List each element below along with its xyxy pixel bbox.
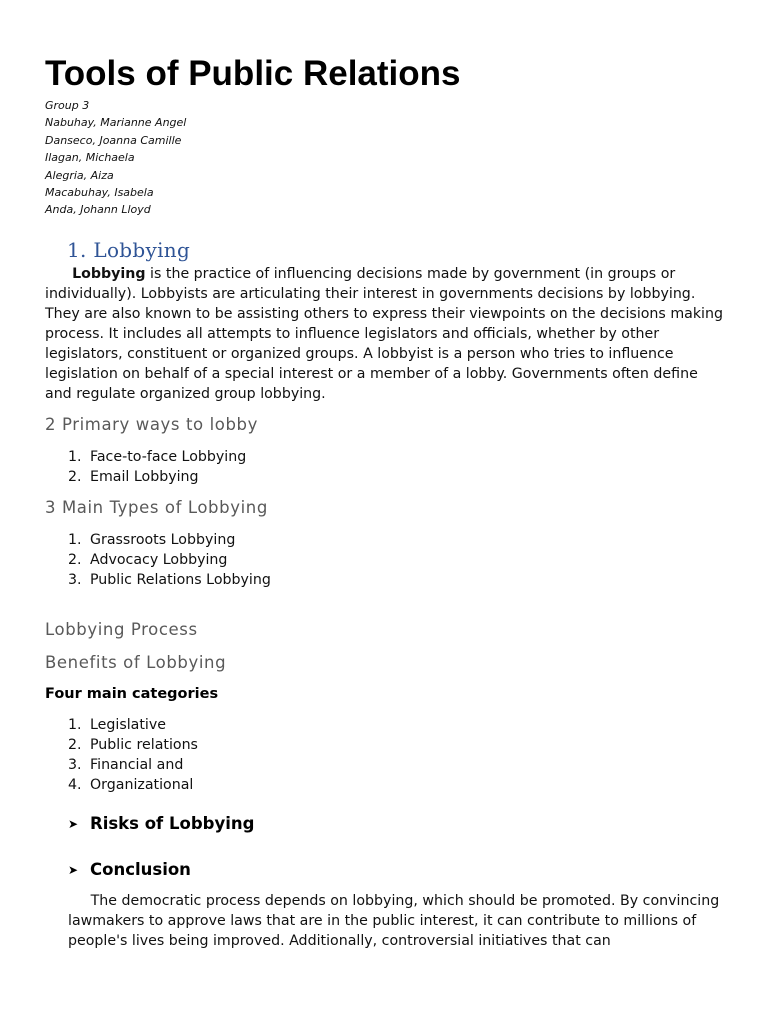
list-text: Organizational (90, 777, 194, 793)
conclusion-heading-text: Conclusion (90, 860, 191, 879)
author-name: Macabuhay, Isabela (45, 186, 154, 200)
list-item (68, 467, 246, 487)
primary-ways-list (68, 447, 246, 487)
benefits-list (68, 715, 198, 795)
author-name: Danseco, Joanna Camille (45, 133, 182, 147)
section-heading-lobbying (67, 236, 190, 264)
primary-ways-heading: 2 Primary ways to lobby (45, 415, 258, 434)
conclusion-paragraph (68, 891, 728, 951)
bold-term: Lobbying (72, 266, 146, 282)
list-text: Public Relations Lobbying (90, 572, 271, 588)
list-text: Legislative (90, 717, 166, 733)
list-number: 2. (68, 469, 82, 485)
section-number: 1. (67, 238, 87, 262)
benefits-heading: Benefits of Lobbying (45, 653, 227, 672)
lobbying-paragraph (45, 264, 725, 404)
list-item (68, 755, 198, 775)
lobbying-process-heading: Lobbying Process (45, 620, 198, 639)
list-text: Grassroots Lobbying (90, 532, 236, 548)
document-title: Tools of Public Relations (45, 54, 461, 93)
list-item (68, 570, 271, 590)
list-item (68, 530, 271, 550)
list-item (68, 550, 271, 570)
list-item (68, 715, 198, 735)
author-name: Ilagan, Michaela (45, 151, 135, 165)
list-number: 2. (68, 552, 82, 568)
list-text: Public relations (90, 737, 198, 753)
arrowhead-bullet-icon: ➤ (68, 817, 79, 831)
list-item (68, 447, 246, 467)
author-name: Alegria, Aiza (45, 168, 114, 182)
paragraph-text: is the practice of influencing decisions made by government (in groups or individually). Lobbyists are articulating their interest in governments decisions by lobbying. They are also known to be assisting others to express their viewpoints on the decisions making process. It includes all attempts to influence legislators and officials, whether by other legislators, constituent or organized groups. A lobbyist is a person who tries to influence legislation on behalf of a special interest or a member of a lobby. Governments often define and regulate organized group lobbying. (45, 266, 723, 402)
author-list (45, 97, 186, 219)
four-categories-label: Four main categories (45, 686, 219, 702)
author-name: Anda, Johann Lloyd (45, 203, 151, 217)
list-number: 1. (68, 449, 82, 465)
list-number: 2. (68, 737, 82, 753)
list-text: Email Lobbying (90, 469, 199, 485)
main-types-list (68, 530, 271, 590)
list-text: Advocacy Lobbying (90, 552, 228, 568)
list-number: 1. (68, 532, 82, 548)
conclusion-text: The democratic process depends on lobbying, which should be promoted. By convincing lawmakers to approve laws that are in the public interest, it can contribute to millions of people's lives being improved. Additionally, controversial initiatives that can (68, 893, 720, 949)
list-item (68, 775, 198, 795)
risks-heading (68, 813, 254, 835)
section-title: Lobbying (93, 238, 191, 262)
group-label: Group 3 (45, 99, 90, 112)
author-name: Nabuhay, Marianne Angel (45, 116, 187, 130)
list-item (68, 735, 198, 755)
list-number: 3. (68, 757, 82, 773)
list-text: Face-to-face Lobbying (90, 449, 247, 465)
list-text: Financial and (90, 757, 184, 773)
risks-heading-text: Risks of Lobbying (90, 814, 255, 833)
main-types-heading: 3 Main Types of Lobbying (45, 498, 268, 517)
arrowhead-bullet-icon: ➤ (68, 863, 79, 877)
list-number: 4. (68, 777, 82, 793)
list-number: 3. (68, 572, 82, 588)
conclusion-heading (68, 859, 191, 881)
list-number: 1. (68, 717, 82, 733)
